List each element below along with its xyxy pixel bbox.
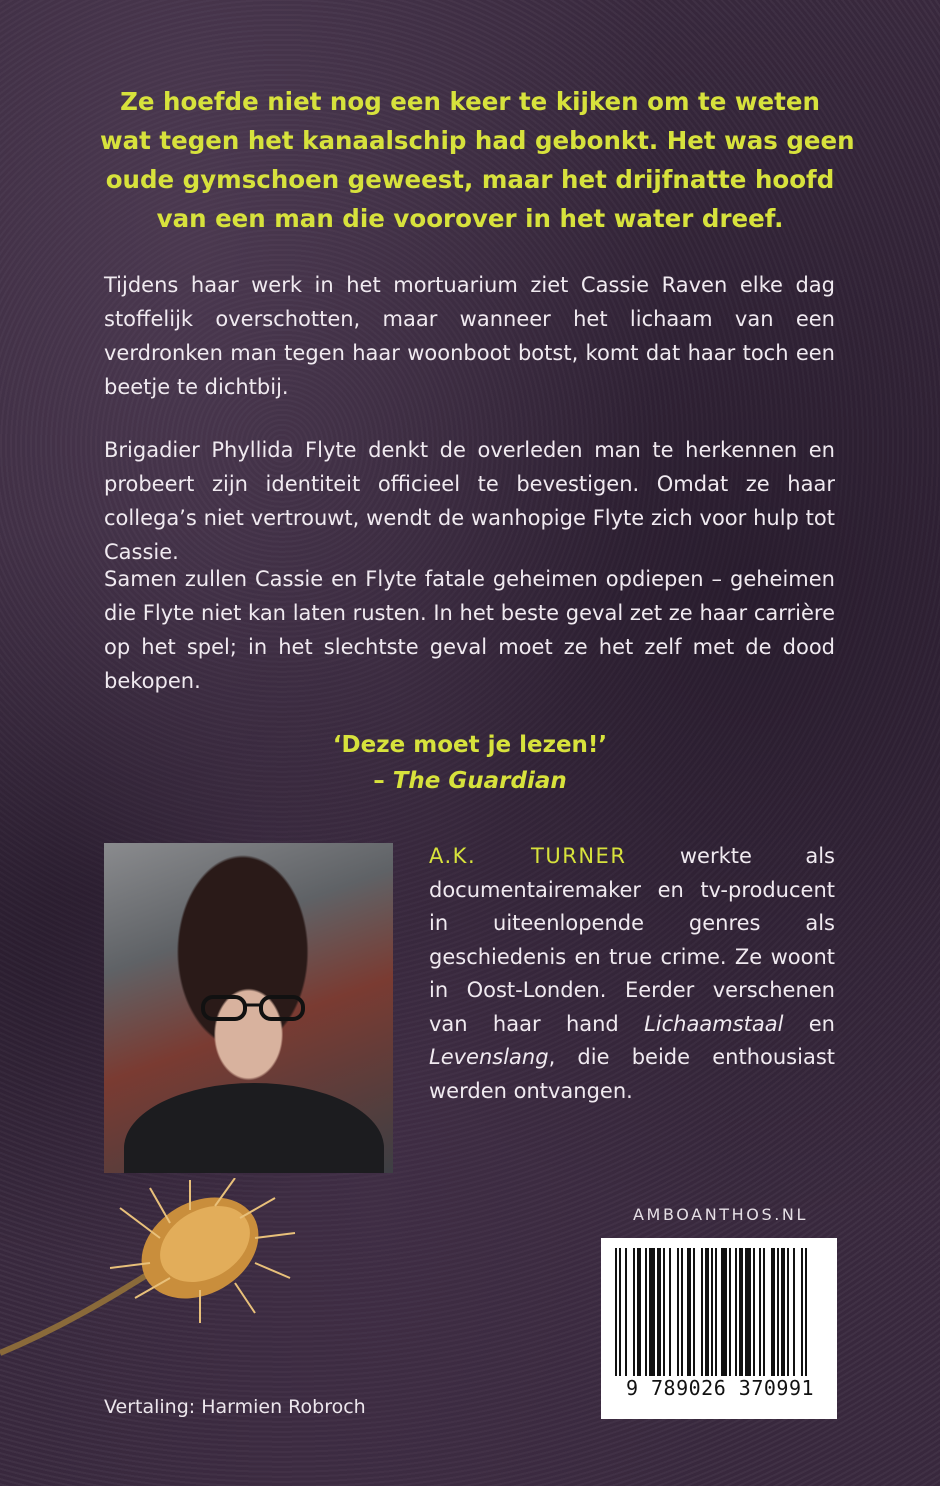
barcode-bar <box>625 1248 627 1376</box>
barcode-bar <box>793 1248 795 1376</box>
hook-line: oude gymschoen geweest, maar het drijfnatte hoofd <box>105 165 835 194</box>
barcode-bar <box>715 1248 717 1376</box>
barcode-bar <box>663 1248 665 1376</box>
barcode-bar <box>633 1248 635 1376</box>
bio-text: werkte als documentairemaker en tv-producent in uiteenlopende genres als geschiedenis en true crime. Ze woont in Oost-Londen. Eerder verschenen van haar hand <box>429 844 835 1036</box>
barcode-bar <box>781 1248 785 1376</box>
barcode-bar <box>693 1248 695 1376</box>
hook-line: Ze hoefde niet nog een keer te kijken om te weten <box>120 87 820 116</box>
barcode-bars <box>615 1248 823 1376</box>
author-photo <box>104 843 393 1173</box>
barcode-bar <box>649 1248 655 1376</box>
bio-text: , die beide enthousiast werden ontvangen. <box>429 1045 835 1103</box>
barcode-bar <box>739 1248 743 1376</box>
hook-line: van een man die voorover in het water dreef. <box>156 204 784 233</box>
barcode-bar <box>777 1248 779 1376</box>
barcode-bar <box>657 1248 661 1376</box>
blurb-paragraph-2: Brigadier Phyllida Flyte denkt de overleden man te herkennen en probeert zijn identiteit officieel te bevestigen. Omdat ze haar collega’s niet vertrouwt, wendt de wanhopige Flyte zich voor hulp tot Cassie. <box>104 438 835 564</box>
book-title-1: Lichaamstaal <box>644 1011 784 1036</box>
barcode-bar <box>729 1248 731 1376</box>
barcode-bar <box>687 1248 691 1376</box>
quote-dash: – <box>373 768 393 794</box>
barcode-bar <box>705 1248 709 1376</box>
isbn-barcode <box>601 1238 837 1419</box>
author-bio <box>429 840 835 1108</box>
publisher-website: AMBOANTHOS.NL <box>633 1205 808 1224</box>
translator-credit: Vertaling: Harmien Robroch <box>104 1396 366 1418</box>
barcode-bar <box>745 1248 751 1376</box>
barcode-bar <box>735 1248 737 1376</box>
barcode-bar <box>615 1248 617 1376</box>
barcode-bar <box>701 1248 703 1376</box>
author-photo-body <box>124 1083 384 1173</box>
teasel-illustration <box>0 1178 320 1378</box>
blurb-paragraph-1: Tijdens haar werk in het mortuarium ziet Cassie Raven elke dag stoffelijk overschotten, maar wanneer het lichaam van een verdronken man tegen haar woonboot botst, komt dat haar toch een beetje te dichtbij. <box>104 273 835 399</box>
barcode-bar <box>805 1248 807 1376</box>
barcode-bar <box>787 1248 789 1376</box>
barcode-bar <box>759 1248 761 1376</box>
barcode-bar <box>681 1248 683 1376</box>
barcode-bar <box>637 1248 641 1376</box>
press-quote <box>0 727 940 799</box>
book-title-2: Levenslang <box>429 1045 549 1069</box>
quote-text: ‘Deze moet je lezen!’ <box>332 732 608 758</box>
barcode-bar <box>711 1248 713 1376</box>
author-photo-glasses <box>199 993 309 1023</box>
cover-hook-text <box>100 82 855 238</box>
barcode-bar <box>669 1248 671 1376</box>
isbn-number: 9 789026 370991 <box>625 1376 815 1400</box>
barcode-bar <box>677 1248 679 1376</box>
blurb-paragraph-3: Samen zullen Cassie en Flyte fatale geheimen opdiepen – geheimen die Flyte niet kan laten rusten. In het beste geval zet ze haar carrière op het spel; in het slechtste geval moet ze het zelf met de dood bekopen. <box>104 567 835 693</box>
quote-source: The Guardian <box>392 768 567 794</box>
barcode-bar <box>763 1248 765 1376</box>
hook-line: wat tegen het kanaalschip had gebonkt. Het was geen <box>100 126 855 155</box>
barcode-bar <box>619 1248 621 1376</box>
bio-text: en <box>783 1011 835 1036</box>
barcode-bar <box>645 1248 647 1376</box>
barcode-bar <box>801 1248 803 1376</box>
barcode-bar <box>753 1248 755 1376</box>
quote-source-line <box>0 763 940 799</box>
barcode-bar <box>771 1248 775 1376</box>
barcode-bar <box>721 1248 727 1376</box>
author-name: A.K. TURNER <box>429 844 627 868</box>
